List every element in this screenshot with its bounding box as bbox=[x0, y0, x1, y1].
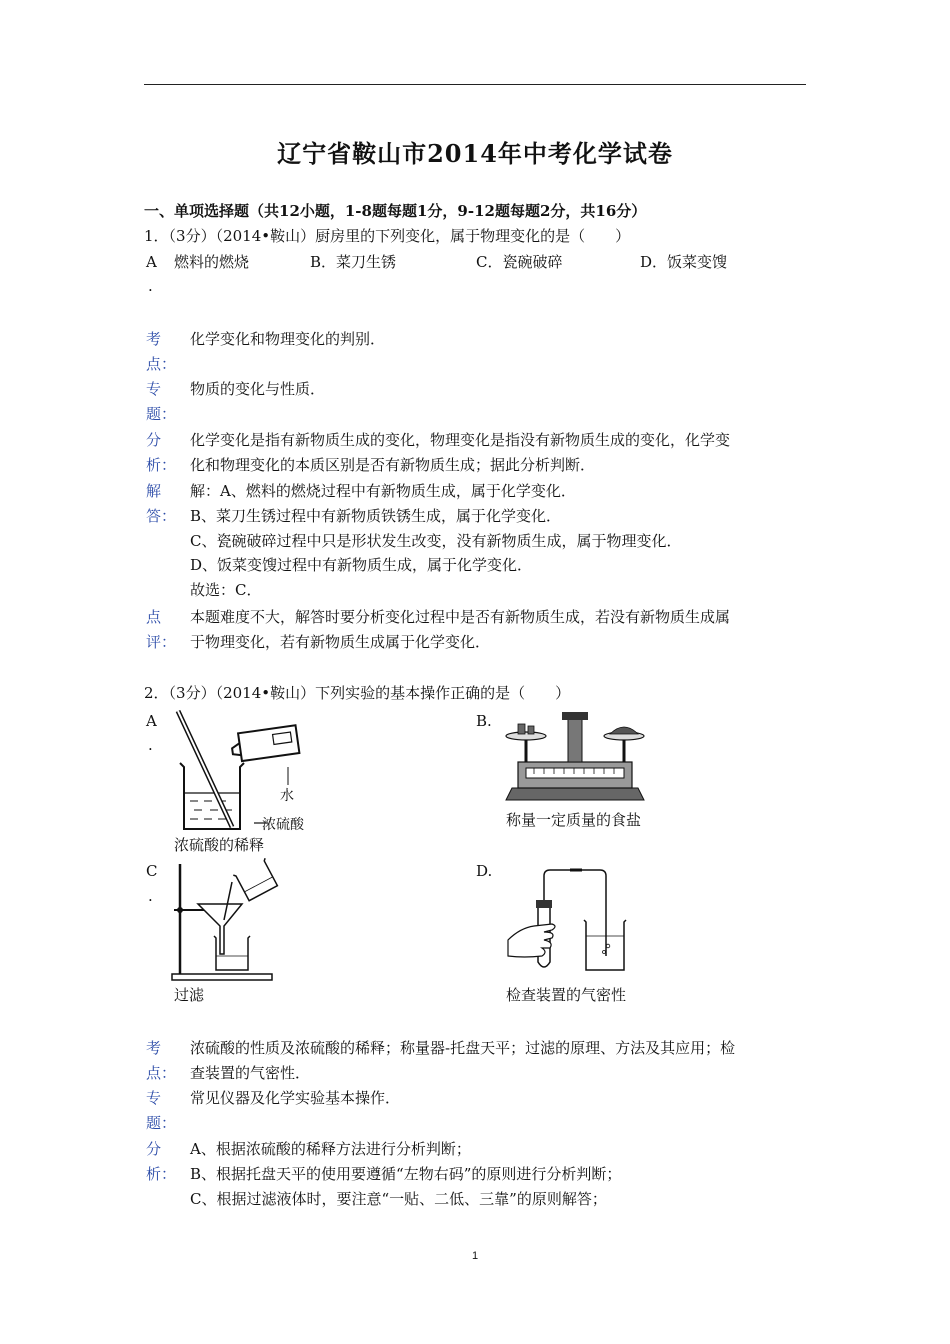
q1-kaodian-text: 化学变化和物理变化的判别． bbox=[190, 330, 386, 348]
acid-dilution-drawing bbox=[170, 705, 330, 835]
q2-caption-d: 检查装置的气密性 bbox=[506, 986, 627, 1004]
airtightness-drawing bbox=[504, 866, 634, 978]
q2-option-d-letter: D. bbox=[476, 862, 493, 880]
q1-fenxi-line-2: 化和物理变化的本质区别是否有新物质生成；据此分析判断． bbox=[190, 456, 596, 474]
q1-jieda-line-2: B、菜刀生锈过程中有新物质铁锈生成，属于化学变化． bbox=[190, 507, 562, 525]
q2-option-a-letter: A bbox=[146, 712, 157, 730]
q2-stem: 2．（3分）（2014•鞍山）下列实验的基本操作正确的是（ ） bbox=[144, 684, 571, 702]
q1-jieda-line-5: 故选：C． bbox=[190, 581, 262, 599]
q2-zhuanti-label-2: 题： bbox=[146, 1114, 177, 1132]
figure-filtration bbox=[168, 858, 283, 983]
q2-zhuanti-text: 常见仪器及化学实验基本操作． bbox=[190, 1089, 401, 1107]
q1-option-a: 燃料的燃烧 bbox=[174, 253, 250, 271]
q2-kaodian-label-1: 考 bbox=[146, 1039, 162, 1057]
q1-jieda-label-1: 解 bbox=[146, 482, 162, 500]
q2-caption-a: 浓硫酸的稀释 bbox=[174, 836, 265, 854]
q2-fenxi-line-3: C、根据过滤液体时，要注意“一贴、二低、三靠”的原则解答； bbox=[190, 1190, 607, 1208]
q2-zhuanti-label-1: 专 bbox=[146, 1089, 162, 1107]
q2-option-c-letter: C bbox=[146, 862, 158, 880]
q2-option-b-letter: B. bbox=[476, 712, 492, 730]
q1-stem: 1．（3分）（2014•鞍山）厨房里的下列变化，属于物理变化的是（ ） bbox=[144, 227, 631, 245]
figure-acid-dilution bbox=[170, 705, 330, 835]
q1-zhuanti-label-1: 专 bbox=[146, 380, 162, 398]
q2-kaodian-line-2: 查装置的气密性． bbox=[190, 1064, 311, 1082]
balance-drawing bbox=[500, 708, 650, 804]
q2-option-c-dot: . bbox=[148, 887, 153, 905]
q1-fenxi-line-1: 化学变化是指有新物质生成的变化，物理变化是指没有新物质生成的变化，化学变 bbox=[190, 431, 731, 449]
q2-fenxi-label-1: 分 bbox=[146, 1140, 162, 1158]
fig-a-water-label: 水 bbox=[280, 788, 294, 804]
q2-fenxi-label-2: 析： bbox=[146, 1165, 177, 1183]
q1-fenxi-label-1: 分 bbox=[146, 431, 162, 449]
q2-kaodian-line-1: 浓硫酸的性质及浓硫酸的稀释；称量器-托盘天平；过滤的原理、方法及其应用；检 bbox=[190, 1039, 736, 1057]
q1-option-c: C．瓷碗破碎 bbox=[476, 253, 563, 271]
q1-kaodian-label-2: 点： bbox=[146, 355, 177, 373]
q1-kaodian-label-1: 考 bbox=[146, 330, 162, 348]
q1-option-d: D．饭菜变馊 bbox=[640, 253, 728, 271]
page-number: 1 bbox=[471, 1250, 479, 1262]
q2-caption-b: 称量一定质量的食盐 bbox=[506, 811, 642, 829]
q1-jieda-line-3: C、瓷碗破碎过程中只是形状发生改变，没有新物质生成，属于物理变化． bbox=[190, 532, 682, 550]
q1-option-a-letter: A bbox=[146, 253, 157, 271]
q1-fenxi-label-2: 析： bbox=[146, 456, 177, 474]
figure-airtightness bbox=[504, 866, 634, 978]
q2-caption-c: 过滤 bbox=[174, 986, 205, 1004]
filtration-drawing bbox=[168, 858, 283, 983]
q1-option-b: B．菜刀生锈 bbox=[310, 253, 397, 271]
q1-dianping-line-2: 于物理变化，若有新物质生成属于化学变化． bbox=[190, 633, 491, 651]
q1-zhuanti-label-2: 题： bbox=[146, 405, 177, 423]
section-heading: 一、单项选择题（共12小题，1-8题每题1分，9-12题每题2分，共16分） bbox=[144, 202, 647, 220]
q1-option-a-dot: . bbox=[148, 277, 153, 295]
q2-fenxi-line-2: B、根据托盘天平的使用要遵循“左物右码”的原则进行分析判断； bbox=[190, 1165, 622, 1183]
header-rule bbox=[144, 84, 806, 85]
q1-dianping-label-1: 点 bbox=[146, 608, 162, 626]
q2-kaodian-label-2: 点： bbox=[146, 1064, 177, 1082]
q1-dianping-label-2: 评： bbox=[146, 633, 177, 651]
q1-dianping-line-1: 本题难度不大，解答时要分析变化过程中是否有新物质生成，若没有新物质生成属 bbox=[190, 608, 731, 626]
q1-jieda-label-2: 答： bbox=[146, 507, 177, 525]
q2-option-a-dot: . bbox=[148, 736, 153, 754]
fig-a-acid-label: 浓硫酸 bbox=[262, 817, 304, 833]
q1-zhuanti-text: 物质的变化与性质． bbox=[190, 380, 326, 398]
q1-jieda-line-1: 解：A、燃料的燃烧过程中有新物质生成，属于化学变化． bbox=[190, 482, 576, 500]
q2-fenxi-line-1: A、根据浓硫酸的稀释方法进行分析判断； bbox=[190, 1140, 471, 1158]
document-title: 辽宁省鞍山市2014年中考化学试卷 bbox=[277, 139, 673, 168]
q1-jieda-line-4: D、饭菜变馊过程中有新物质生成，属于化学变化． bbox=[190, 556, 533, 574]
figure-balance bbox=[500, 708, 650, 804]
